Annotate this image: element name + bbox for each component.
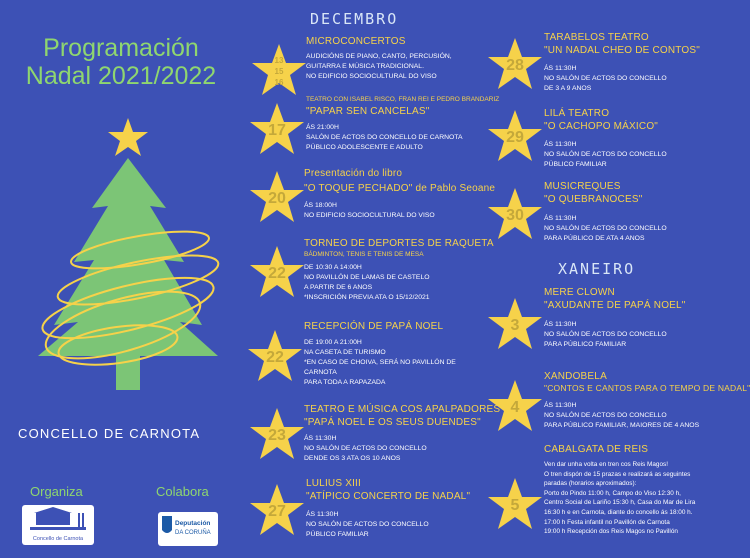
- event-details: ÁS 18:00H NO EDIFICIO SOCIOCULTURAL DO VISO: [304, 202, 435, 219]
- date-star-icon: [248, 244, 306, 300]
- event-day: 28: [506, 57, 524, 74]
- concello-logo-text: Concello de Carnota: [32, 536, 84, 542]
- month-header-december: DECEMBRO: [310, 10, 399, 28]
- svg-text:DA CORUÑA: DA CORUÑA: [175, 530, 211, 536]
- date-star-icon: [248, 101, 306, 157]
- event-title: TARABELOS TEATRO: [544, 32, 649, 43]
- event-title: RECEPCIÓN DE PAPÁ NOEL: [304, 321, 444, 332]
- date-star-icon: [486, 296, 544, 352]
- event-subtitle: BÁDMINTON, TENIS E TENIS DE MESA: [304, 251, 424, 258]
- date-star-icon: [486, 186, 544, 242]
- event-details: DE 19:00 A 21:00H NA CASETA DE TURISMO *EN CASO DE CHOIVA, SERÁ NO PAVILLÓN DE CARNOTA PARA TODA A RAPAZADA: [304, 339, 456, 386]
- concello-carnota-logo: [22, 505, 94, 545]
- event-details: ÁS 11:30H NO SALÓN DE ACTOS DO CONCELLO PARA PÚBLICO FAMILIAR, MAIORES DE 4 ANOS: [544, 402, 700, 429]
- event-title-2: "ATÍPICO CONCERTO DE NADAL": [306, 491, 471, 502]
- event-details: ÁS 11:30H NO SALÓN DE ACTOS DO CONCELLO PARA PÚBLICO FAMILIAR: [544, 321, 667, 348]
- event-title-2: "PAPÁ NOEL E OS SEUS DUENDES": [304, 417, 481, 428]
- event-day: 5: [510, 497, 520, 514]
- event-day: 30: [506, 207, 524, 224]
- date-star-icon: [486, 378, 544, 434]
- date-star-icon: [248, 482, 306, 538]
- svg-text:Deputación: Deputación: [175, 520, 211, 527]
- title-line-2: Nadal 2021/2022: [25, 62, 217, 90]
- event-title-2: "O CACHOPO MÁXICO": [544, 121, 659, 132]
- event-title: LULIUS XIII: [306, 478, 361, 489]
- event-details: DE 10:30 A 14:00H NO PAVILLÓN DE LAMAS DE CASTELO A PARTIR DE 6 ANOS *INSCRICIÓN PREVIA ATA O 15/12/2021: [304, 264, 430, 301]
- event-day: 13 15 16: [274, 56, 284, 87]
- event-title: "PAPAR SEN CANCELAS": [306, 106, 430, 117]
- event-title-2: "AXUDANTE DE PAPÁ NOEL": [544, 300, 686, 311]
- deputacion-coruna-logo: [158, 512, 218, 546]
- event-details: ÁS 11:30H NO SALÓN DE ACTOS DO CONCELLO PARA PÚBLICO DE ATA 4 ANOS: [544, 215, 667, 242]
- title-line-1: Programación: [43, 34, 199, 62]
- date-star-icon: [486, 476, 544, 532]
- event-details: AUDICIÓNS DE PIANO, CANTO, PERCUSIÓN, GUITARRA E MÚSICA TRADICIONAL. NO EDIFICIO SOCIOCULTURAL DO VISO: [306, 53, 452, 80]
- event-day: 3: [510, 317, 520, 334]
- date-star-icon: [248, 406, 306, 462]
- date-star-icon: [248, 169, 306, 225]
- event-title: Presentación do libro: [304, 168, 403, 179]
- event-title: MICROCONCERTOS: [306, 36, 406, 47]
- event-title-2: "UN NADAL CHEO DE CONTOS": [544, 45, 701, 56]
- event-details: ÁS 11:30H NO SALÓN DE ACTOS DO CONCELLO DENDE OS 3 ATA OS 10 ANOS: [304, 435, 427, 462]
- event-day: 29: [506, 129, 524, 146]
- event-day: 20: [268, 190, 286, 207]
- organiza-label: Organiza: [30, 484, 83, 499]
- month-header-january: XANEIRO: [558, 260, 636, 278]
- event-day: 22: [268, 265, 286, 282]
- event-details: ÁS 11:30H NO SALÓN DE ACTOS DO CONCELLO DE 3 A 9 ANOS: [544, 65, 667, 92]
- event-details: Ven dar unha volta en tren cos Reis Magos! O tren dispón de 15 prazas e realizará as seguintes paradas (horarios aproximados): Porto do Pindo 11:00 h, Campo do Viso 12:30 h, Centro Social de Lariño 15:30 h, Casa do Mar de Lira 16:30 h e en Carnota, diante do concello ás 18:00 h. 17:00 h Festa infantil no Pavillón de Carnota 19:00 h Recepción dos Reis Magos no Pavillón: [544, 461, 696, 536]
- event-title: MERE CLOWN: [544, 287, 615, 298]
- tree-top-star-icon: [108, 118, 148, 156]
- event-title: CABALGATA DE REIS: [544, 444, 649, 455]
- event-title: LILÁ TEATRO: [544, 108, 610, 119]
- event-day: 17: [268, 122, 286, 139]
- page-title: [6, 34, 236, 90]
- event-title-2: "O QUEBRANOCES": [544, 194, 643, 205]
- date-star-icon: [486, 36, 544, 92]
- date-star-icon: [486, 108, 544, 164]
- date-star-icon: [246, 328, 304, 384]
- colabora-label: Colabora: [156, 484, 209, 499]
- event-title: TEATRO E MÚSICA COS APALPADORES: [304, 404, 501, 415]
- event-title-2: "CONTOS E CANTOS PARA O TEMPO DE NADAL": [544, 383, 750, 393]
- event-details: ÁS 21:00H SALÓN DE ACTOS DO CONCELLO DE CARNOTA PÚBLICO ADOLESCENTE E ADULTO: [306, 124, 463, 151]
- event-day: 4: [510, 399, 520, 416]
- christmas-tree-illustration: [28, 110, 248, 420]
- event-subtitle: TEATRO CON ISABEL RISCO, FRAN REI E PEDRO BRANDARIZ: [306, 96, 500, 103]
- concello-name: CONCELLO DE CARNOTA: [18, 426, 201, 441]
- event-day: 27: [268, 503, 286, 520]
- event-title: MUSICREQUES: [544, 181, 621, 192]
- event-day: 23: [268, 427, 286, 444]
- date-star-icon: [250, 42, 308, 98]
- event-details: ÁS 11:30H NO SALÓN DE ACTOS DO CONCELLO PÚBLICO FAMILIAR: [306, 511, 429, 538]
- event-title-2: "O TOQUE PECHADO" de Pablo Seoane: [304, 183, 496, 194]
- event-title: XANDOBELA: [544, 371, 607, 382]
- event-day: 22: [266, 349, 284, 366]
- event-title: TORNEO DE DEPORTES DE RAQUETA: [304, 238, 494, 249]
- event-details: ÁS 11:30H NO SALÓN DE ACTOS DO CONCELLO PÚBLICO FAMILIAR: [544, 141, 667, 168]
